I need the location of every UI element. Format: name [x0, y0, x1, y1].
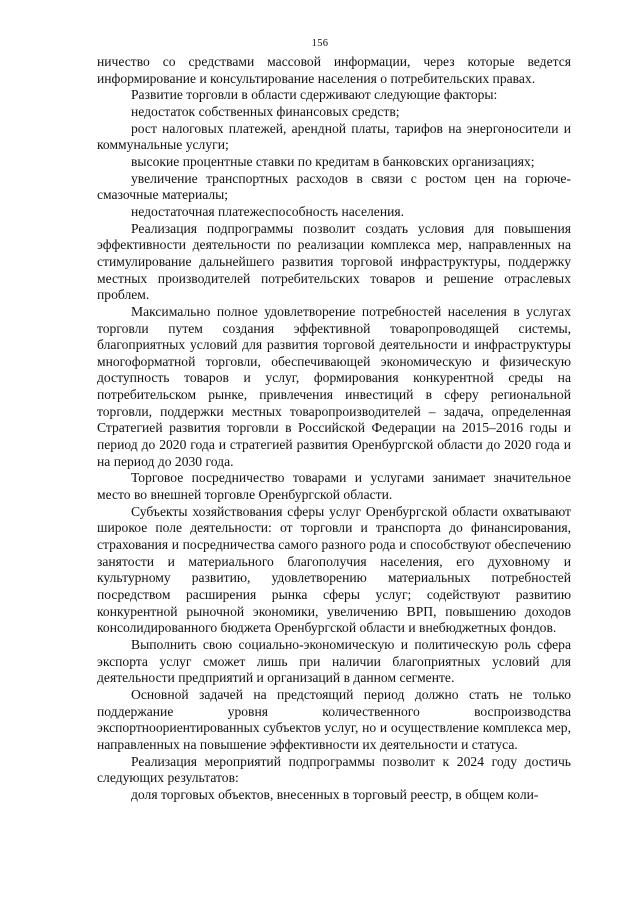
page-number: 156	[311, 38, 329, 49]
list-item-result: доля торговых объектов, внесенных в торговый реестр, в общем коли-	[131, 786, 539, 802]
paragraph-continued: ничество со средствами массовой информации, через которые ведется информирование и консультирование населения о потребительских правах.	[97, 54, 571, 86]
paragraph: Основной задачей на предстоящий период должно стать не только поддержание уровня количественного воспроизводства экспортноориентированных субъектов услуг, но и осуществление комплекса мер, направленных на повышение эффективности их деятельности и статуса.	[97, 686, 571, 752]
list-item-factor: рост налоговых платежей, арендной платы, тарифов на энергоносители и коммунальные услуги;	[97, 120, 571, 153]
paragraph: Выполнить свою социально-экономическую и политическую роль сфера экспорта услуг сможет лишь при наличии благоприятных условий для деятельности предприятий и организаций в данном сегменте.	[97, 636, 571, 686]
paragraph: Реализация подпрограммы позволит создать условия для повышения эффективности деятельности по реализации комплекса мер, направленных на стимулирование дальнейшего развития торговой инфраструктуры, поддержку местных производителей потребительских товаров и решение отраслевых проблем.	[97, 220, 571, 303]
paragraph-results-intro: Реализация мероприятий подпрограммы позволит к 2024 году достичь следующих результатов:	[97, 753, 571, 786]
list-item-factor: увеличение транспортных расходов в связи с ростом цен на горюче-смазочные материалы;	[97, 170, 571, 203]
list-item-factor: недостаток собственных финансовых средств;	[131, 103, 400, 119]
list-item-factor: недостаточная платежеспособность населения.	[131, 203, 405, 219]
paragraph: Торговое посредничество товарами и услугами занимает значительное место во внешней торговле Оренбургской области.	[97, 470, 571, 503]
list-item-factor: высокие процентные ставки по кредитам в банковских организациях;	[131, 153, 535, 169]
paragraph: Максимально полное удовлетворение потребностей населения в услугах торговли путем создания эффективной товаропроводящей системы, благоприятных условий для развития торговой деятельности и инфраструктуры многоформатной торговли, обеспечивающей экономическую и физическую доступность товаров и услуг, формирования конкурентной среды на потребительском рынке, привлечения инвестиций в сферу региональной торговли, поддержки местных товаропроизводителей – задача, определенная Стратегией развития торговли в Российской Федерации на 2015–2016 годы и период до 2020 года и стратегией развития Оренбургской области до 2020 года и на период до 2030 года.	[97, 303, 571, 469]
paragraph-factors-intro: Развитие торговли в области сдерживают следующие факторы:	[131, 87, 498, 103]
paragraph: Субъекты хозяйствования сферы услуг Оренбургской области охватывают широкое поле деятельности: от торговли и транспорта до финансирования, страхования и посредничества самого разного рода и способствуют обеспечению занятости и материального благополучия населения, его духовному и культурному развитию, удовлетворению материальных потребностей посредством расширения рынка сферы услуг; содействуют развитию конкурентной рыночной экономики, увеличению ВРП, повышению доходов консолидированного бюджета Оренбургской области и внебюджетных фондов.	[97, 503, 571, 636]
document-body	[97, 54, 571, 804]
